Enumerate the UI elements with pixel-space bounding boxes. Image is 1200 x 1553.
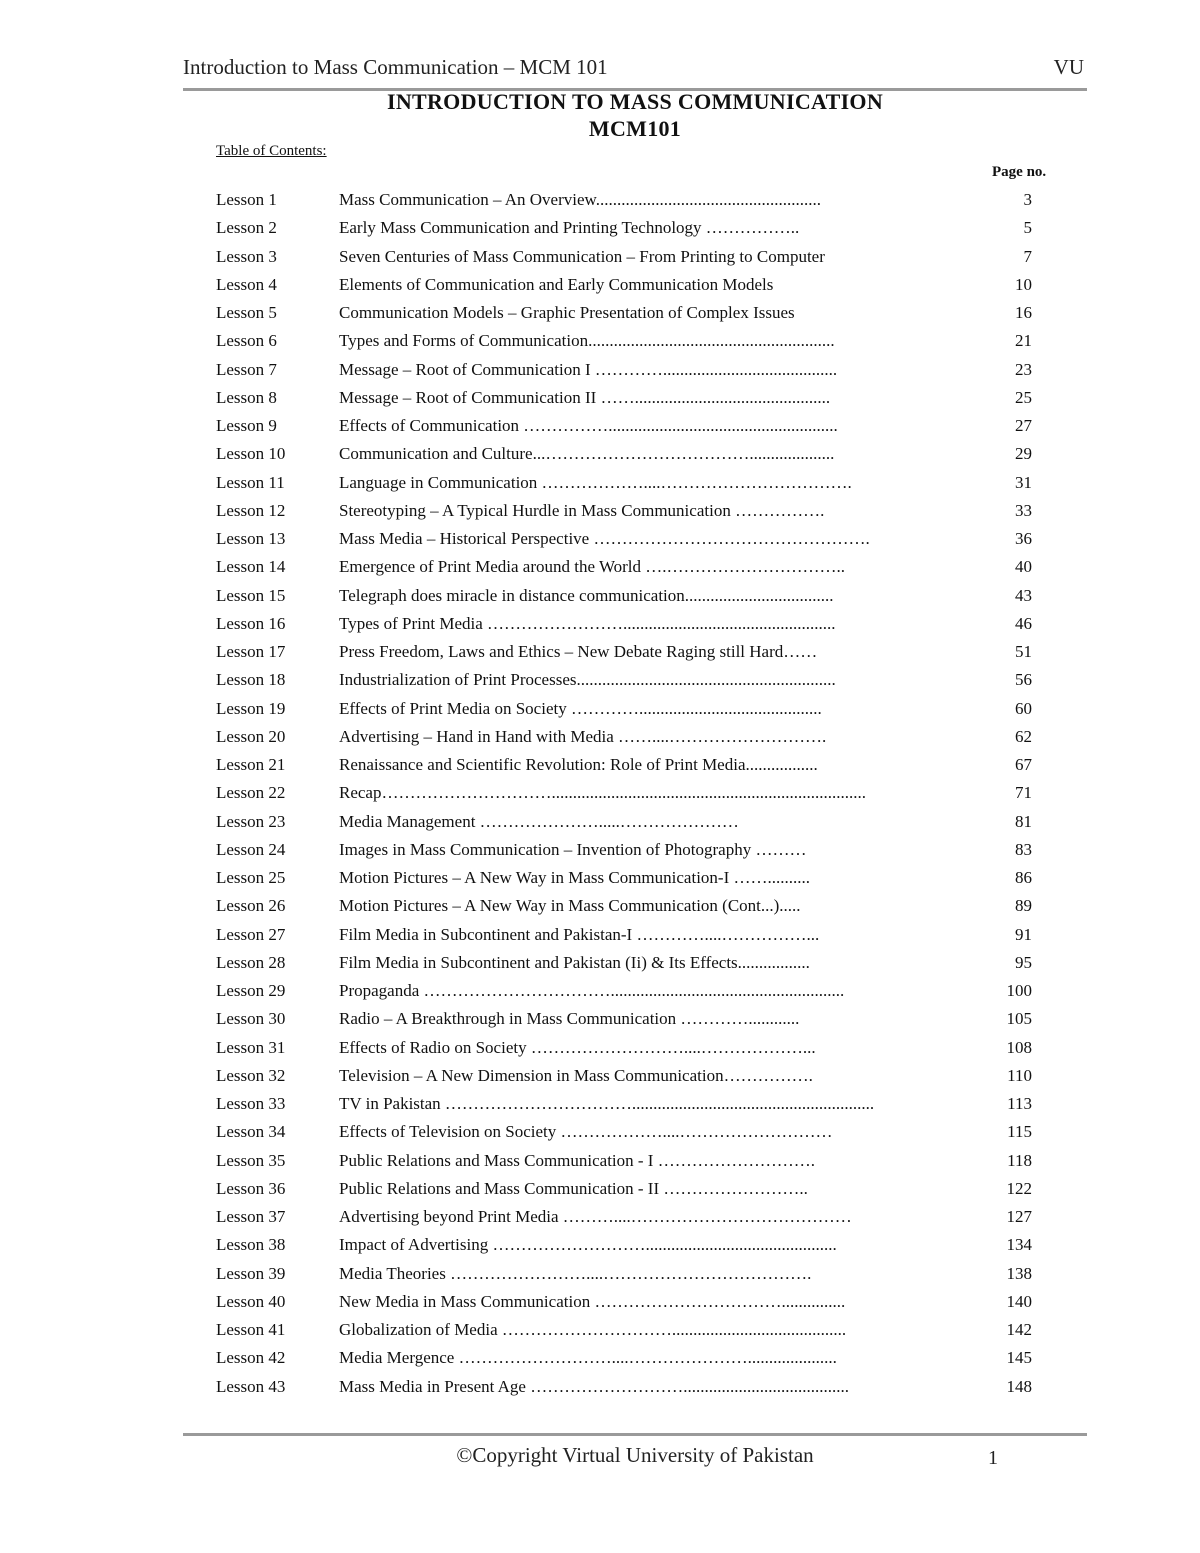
toc-row [0, 553, 1200, 581]
lesson-page: 29 [1015, 444, 1032, 464]
toc-row [0, 666, 1200, 694]
lesson-page: 140 [1006, 1291, 1032, 1311]
toc-row [0, 1118, 1200, 1146]
lesson-topic: Effects of Radio on Society ………………………....………………... [339, 1037, 816, 1057]
lesson-page: 108 [1006, 1037, 1032, 1057]
lesson-topic: Stereotyping – A Typical Hurdle in Mass Communication ……………. [339, 500, 825, 520]
lesson-topic: Media Management ………………….....………………… [339, 811, 739, 831]
toc-row [0, 864, 1200, 892]
toc-row [0, 1288, 1200, 1316]
footer-rule [183, 1433, 1087, 1436]
toc-row [0, 1005, 1200, 1033]
lesson-label: Lesson 31 [216, 1037, 286, 1057]
lesson-label: Lesson 35 [216, 1150, 286, 1170]
lesson-label: Lesson 25 [216, 868, 286, 887]
lesson-page: 105 [1006, 1009, 1032, 1029]
lesson-topic: Media Theories ……………………....………………………………. [339, 1263, 812, 1283]
lesson-page: 31 [1015, 472, 1032, 492]
lesson-page: 25 [1015, 387, 1032, 407]
toc-row [0, 299, 1200, 327]
lesson-label: Lesson 21 [216, 755, 286, 774]
lesson-label: Lesson 26 [216, 896, 286, 916]
lesson-topic: Media Mergence ………………………....…………………..................... [339, 1348, 837, 1368]
lesson-label: Lesson 27 [216, 924, 286, 944]
toc-row [0, 695, 1200, 723]
lesson-label: Lesson 33 [216, 1094, 286, 1113]
lesson-topic: Advertising – Hand in Hand with Media ……....………………………. [339, 726, 827, 746]
lesson-page: 115 [1007, 1122, 1032, 1142]
lesson-topic: Mass Media – Historical Perspective …………………………………………. [339, 529, 870, 548]
lesson-topic: Seven Centuries of Mass Communication – From Printing to Computer [339, 246, 825, 266]
lesson-label: Lesson 12 [216, 500, 286, 520]
toc-row [0, 1373, 1200, 1401]
lesson-label: Lesson 17 [216, 642, 286, 661]
toc-row [0, 977, 1200, 1005]
toc-row [0, 610, 1200, 638]
lesson-topic: Industrialization of Print Processes............................................................. [339, 670, 836, 690]
lesson-page: 89 [1015, 896, 1032, 916]
lesson-topic: Types of Print Media …………………….................................................. [339, 613, 836, 633]
lesson-label: Lesson 23 [216, 811, 286, 831]
lesson-label: Lesson 9 [216, 416, 277, 435]
lesson-topic: New Media in Mass Communication ……………………………............... [339, 1291, 846, 1311]
lesson-label: Lesson 19 [216, 698, 286, 718]
lesson-topic: Advertising beyond Print Media ………....………………………………… [339, 1207, 852, 1226]
toc-row [0, 808, 1200, 836]
lesson-page: 91 [1015, 924, 1032, 944]
lesson-label: Lesson 7 [216, 359, 277, 379]
lesson-label: Lesson 4 [216, 274, 277, 294]
lesson-label: Lesson 14 [216, 557, 286, 577]
lesson-topic: Language in Communication ………………....……………………………. [339, 472, 852, 492]
lesson-page: 40 [1015, 557, 1032, 577]
lesson-page: 62 [1015, 726, 1032, 746]
lesson-label: Lesson 34 [216, 1122, 286, 1142]
lesson-page: 10 [1015, 274, 1032, 294]
toc-row [0, 1316, 1200, 1344]
lesson-topic: Motion Pictures – A New Way in Mass Communication (Cont...)..... [339, 896, 801, 916]
lesson-label: Lesson 43 [216, 1376, 286, 1396]
lesson-page: 7 [1023, 246, 1032, 266]
lesson-page: 142 [1006, 1320, 1032, 1339]
table-of-contents [0, 186, 1200, 1401]
lesson-topic: Telegraph does miracle in distance communication................................... [339, 585, 834, 605]
toc-row [0, 1147, 1200, 1175]
document-subtitle: MCM101 [588, 116, 682, 141]
lesson-label: Lesson 3 [216, 246, 277, 266]
toc-caption: Table of Contents: [216, 143, 327, 159]
lesson-label: Lesson 10 [216, 444, 286, 464]
lesson-label: Lesson 15 [216, 585, 286, 605]
lesson-topic: Effects of Communication ……………...................................................... [339, 416, 838, 435]
lesson-label: Lesson 40 [216, 1291, 286, 1311]
lesson-page: 5 [1023, 218, 1032, 238]
course-title: Introduction to Mass Communication – MCM 101 [183, 55, 608, 79]
lesson-label: Lesson 6 [216, 331, 277, 351]
lesson-topic: Communication and Culture...……………………………….................... [339, 444, 835, 464]
lesson-topic: Renaissance and Scientific Revolution: Role of Print Media................. [339, 755, 818, 774]
lesson-topic: Film Media in Subcontinent and Pakistan-I …………....……………... [339, 924, 820, 944]
lesson-label: Lesson 28 [216, 952, 286, 972]
lesson-topic: Film Media in Subcontinent and Pakistan (Ii) & Its Effects................. [339, 952, 810, 972]
lesson-page: 127 [1006, 1207, 1032, 1226]
lesson-label: Lesson 16 [216, 613, 286, 633]
toc-row [0, 751, 1200, 779]
toc-row [0, 1203, 1200, 1231]
lesson-label: Lesson 30 [216, 1009, 286, 1029]
lesson-page: 83 [1015, 839, 1032, 859]
lesson-page: 67 [1015, 755, 1032, 774]
lesson-label: Lesson 41 [216, 1320, 286, 1339]
lesson-page: 21 [1015, 331, 1032, 351]
toc-row [0, 949, 1200, 977]
toc-row [0, 779, 1200, 807]
toc-row [0, 356, 1200, 384]
lesson-label: Lesson 11 [216, 472, 285, 492]
lesson-topic: Television – A New Dimension in Mass Communication……………. [339, 1065, 813, 1085]
lesson-page: 118 [1007, 1150, 1032, 1170]
lesson-topic: Effects of Television on Society ………………....……………………… [339, 1122, 833, 1142]
lesson-page: 16 [1015, 303, 1032, 322]
toc-row [0, 836, 1200, 864]
institution-abbrev: VU [1053, 55, 1084, 79]
page-header [183, 55, 1086, 85]
lesson-page: 110 [1007, 1065, 1032, 1085]
lesson-topic: TV in Pakistan ……………………………......................................................... [339, 1094, 875, 1113]
lesson-page: 56 [1015, 670, 1032, 690]
lesson-page: 138 [1006, 1263, 1032, 1283]
lesson-page: 46 [1015, 613, 1032, 633]
lesson-topic: Recap………………………….......................................................................... [339, 783, 866, 803]
lesson-page: 23 [1015, 359, 1032, 379]
toc-row [0, 525, 1200, 553]
lesson-page: 33 [1015, 500, 1032, 520]
lesson-label: Lesson 29 [216, 981, 286, 1000]
lesson-page: 95 [1015, 952, 1032, 972]
page-no-heading: Page no. [992, 164, 1047, 180]
toc-row [0, 1231, 1200, 1259]
toc-row [0, 469, 1200, 497]
lesson-label: Lesson 5 [216, 303, 277, 322]
lesson-page: 145 [1006, 1348, 1032, 1368]
lesson-page: 36 [1015, 529, 1032, 548]
lesson-label: Lesson 38 [216, 1235, 286, 1255]
lesson-page: 86 [1015, 868, 1032, 887]
toc-row [0, 1175, 1200, 1203]
toc-row [0, 1344, 1200, 1372]
lesson-label: Lesson 22 [216, 783, 286, 803]
lesson-page: 3 [1023, 190, 1032, 209]
lesson-topic: Globalization of Media …………………………......................................... [339, 1320, 847, 1339]
toc-row [0, 214, 1200, 242]
toc-row [0, 638, 1200, 666]
page-number: 1 [988, 1447, 998, 1469]
lesson-label: Lesson 24 [216, 839, 286, 859]
toc-row [0, 243, 1200, 271]
lesson-topic: Communication Models – Graphic Presentation of Complex Issues [339, 303, 795, 322]
toc-row [0, 440, 1200, 468]
toc-row [0, 497, 1200, 525]
lesson-topic: Impact of Advertising ………………………............................................. [339, 1235, 837, 1255]
lesson-page: 148 [1006, 1376, 1032, 1396]
lesson-label: Lesson 8 [216, 387, 277, 407]
lesson-topic: Motion Pictures – A New Way in Mass Communication-I …….......... [339, 868, 810, 887]
lesson-page: 81 [1015, 811, 1032, 831]
lesson-topic: Public Relations and Mass Communication - I ………………………. [339, 1150, 815, 1170]
lesson-topic: Press Freedom, Laws and Ethics – New Debate Raging still Hard…… [339, 642, 818, 661]
lesson-topic: Message – Root of Communication I …………......................................... [339, 359, 838, 379]
toc-row [0, 412, 1200, 440]
lesson-label: Lesson 18 [216, 670, 286, 690]
lesson-label: Lesson 2 [216, 218, 277, 238]
lesson-page: 43 [1015, 585, 1032, 605]
lesson-page: 51 [1015, 642, 1032, 661]
toc-row [0, 327, 1200, 355]
lesson-topic: Radio – A Breakthrough in Mass Communication …………............ [339, 1009, 800, 1029]
lesson-page: 134 [1006, 1235, 1032, 1255]
lesson-topic: Public Relations and Mass Communication - II …………………….. [339, 1178, 808, 1198]
lesson-page: 122 [1006, 1178, 1032, 1198]
lesson-label: Lesson 36 [216, 1178, 286, 1198]
lesson-label: Lesson 20 [216, 726, 286, 746]
lesson-topic: Effects of Print Media on Society …………........................................... [339, 698, 822, 718]
toc-row [0, 1090, 1200, 1118]
toc-row [0, 921, 1200, 949]
document-title: INTRODUCTION TO MASS COMMUNICATION [386, 89, 884, 114]
lesson-page: 27 [1015, 416, 1032, 435]
lesson-label: Lesson 39 [216, 1263, 286, 1283]
lesson-label: Lesson 13 [216, 529, 286, 548]
lesson-label: Lesson 1 [216, 190, 277, 209]
lesson-topic: Early Mass Communication and Printing Technology …………….. [339, 218, 800, 238]
toc-row [0, 892, 1200, 920]
toc-row [0, 1034, 1200, 1062]
lesson-page: 113 [1007, 1094, 1032, 1113]
toc-row [0, 1260, 1200, 1288]
toc-row [0, 582, 1200, 610]
toc-row [0, 723, 1200, 751]
lesson-label: Lesson 32 [216, 1065, 286, 1085]
toc-row [0, 271, 1200, 299]
lesson-page: 71 [1015, 783, 1032, 803]
lesson-label: Lesson 37 [216, 1207, 286, 1226]
copyright-notice: ©Copyright Virtual University of Pakistan [456, 1443, 814, 1467]
lesson-topic: Images in Mass Communication – Invention of Photography ……… [339, 839, 807, 859]
lesson-topic: Message – Root of Communication II …….............................................. [339, 387, 831, 407]
toc-row [0, 186, 1200, 214]
lesson-topic: Mass Media in Present Age ………………………....................................... [339, 1376, 849, 1396]
toc-row [0, 384, 1200, 412]
lesson-topic: Elements of Communication and Early Communication Models [339, 274, 774, 294]
lesson-topic: Types and Forms of Communication.......................................................... [339, 331, 835, 351]
lesson-topic: Emergence of Print Media around the World ….………………………….. [339, 557, 846, 577]
toc-row [0, 1062, 1200, 1090]
lesson-topic: Mass Communication – An Overview..................................................... [339, 190, 821, 209]
lesson-page: 60 [1015, 698, 1032, 718]
lesson-page: 100 [1006, 981, 1032, 1000]
lesson-label: Lesson 42 [216, 1348, 286, 1368]
lesson-topic: Propaganda ……………………………....................................................... [339, 981, 845, 1000]
